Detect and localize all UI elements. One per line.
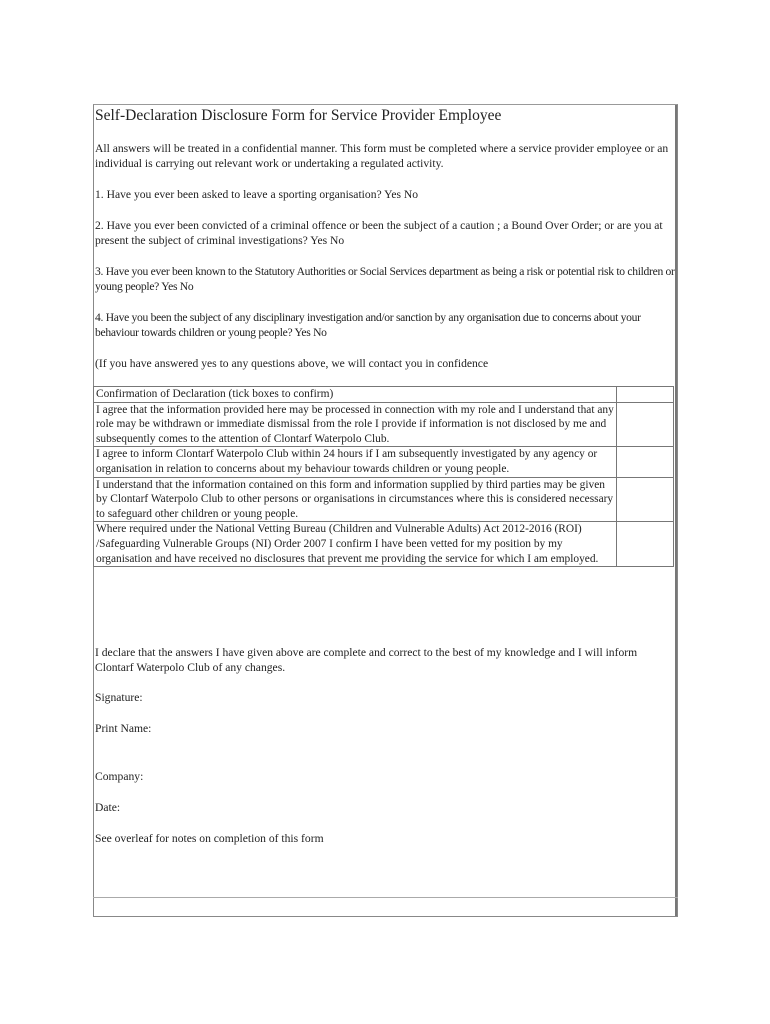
question-3: 3. Have you ever been known to the Statutory Authorities or Social Services department as being a risk or potential risk to children or young people? Yes No <box>95 265 675 293</box>
declaration-table <box>93 386 674 567</box>
tick-box[interactable] <box>617 477 674 522</box>
tick-box[interactable] <box>617 387 674 403</box>
table-header: Confirmation of Declaration (tick boxes to confirm) <box>94 387 617 403</box>
question-2: 2. Have you ever been convicted of a criminal offence or been the subject of a caution ; a Bound Over Order; or are you at present the subject of criminal investigations? Yes No <box>95 219 663 247</box>
date-field[interactable]: Date: <box>95 801 121 814</box>
print-name-field[interactable]: Print Name: <box>95 722 152 735</box>
table-row: I understand that the information contained on this form and information supplied by third parties may be given by Clontarf Waterpolo Club to other persons or organisations in circumstances where this is considered necessary to safeguard other children or young people. <box>94 477 617 522</box>
declaration-text: I declare that the answers I have given above are complete and correct to the best of my knowledge and I will inform Clontarf Waterpolo Club of any changes. <box>95 646 638 674</box>
question-4: 4. Have you been the subject of any disciplinary investigation and/or sanction by any organisation due to concerns about your behaviour towards children or young people? Yes No <box>95 311 641 339</box>
signature-field[interactable]: Signature: <box>95 691 143 704</box>
divider <box>93 897 678 898</box>
tick-box[interactable] <box>617 447 674 477</box>
table-row: I agree that the information provided here may be processed in connection with my role and I understand that any role may be withdrawn or immediate dismissal from the role I provide if information is not disclosed by me and subsequently comes to the attention of Clontarf Waterpolo Club. <box>94 402 617 447</box>
page-title: Self-Declaration Disclosure Form for Service Provider Employee <box>95 107 502 124</box>
tick-box[interactable] <box>617 402 674 447</box>
tick-box[interactable] <box>617 522 674 567</box>
table-row: Where required under the National Vetting Bureau (Children and Vulnerable Adults) Act 2012-2016 (ROI) /Safeguarding Vulnerable Groups (NI) Order 2007 I confirm I have been vetted for my position by my organisation and have received no disclosures that prevent me providing the service for which I am employed. <box>94 522 617 567</box>
table-row: I agree to inform Clontarf Waterpolo Club within 24 hours if I am subsequently investigated by any agency or organisation in relation to concerns about my behaviour towards children or young people. <box>94 447 617 477</box>
question-1: 1. Have you ever been asked to leave a sporting organisation? Yes No <box>95 188 419 201</box>
company-field[interactable]: Company: <box>95 770 144 783</box>
confidence-note: (If you have answered yes to any questions above, we will contact you in confidence <box>95 357 489 370</box>
footer-note: See overleaf for notes on completion of this form <box>95 832 324 845</box>
intro-text: All answers will be treated in a confidential manner. This form must be completed where a service provider employee or an individual is carrying out relevant work or undertaking a regulated activity. <box>95 142 669 170</box>
